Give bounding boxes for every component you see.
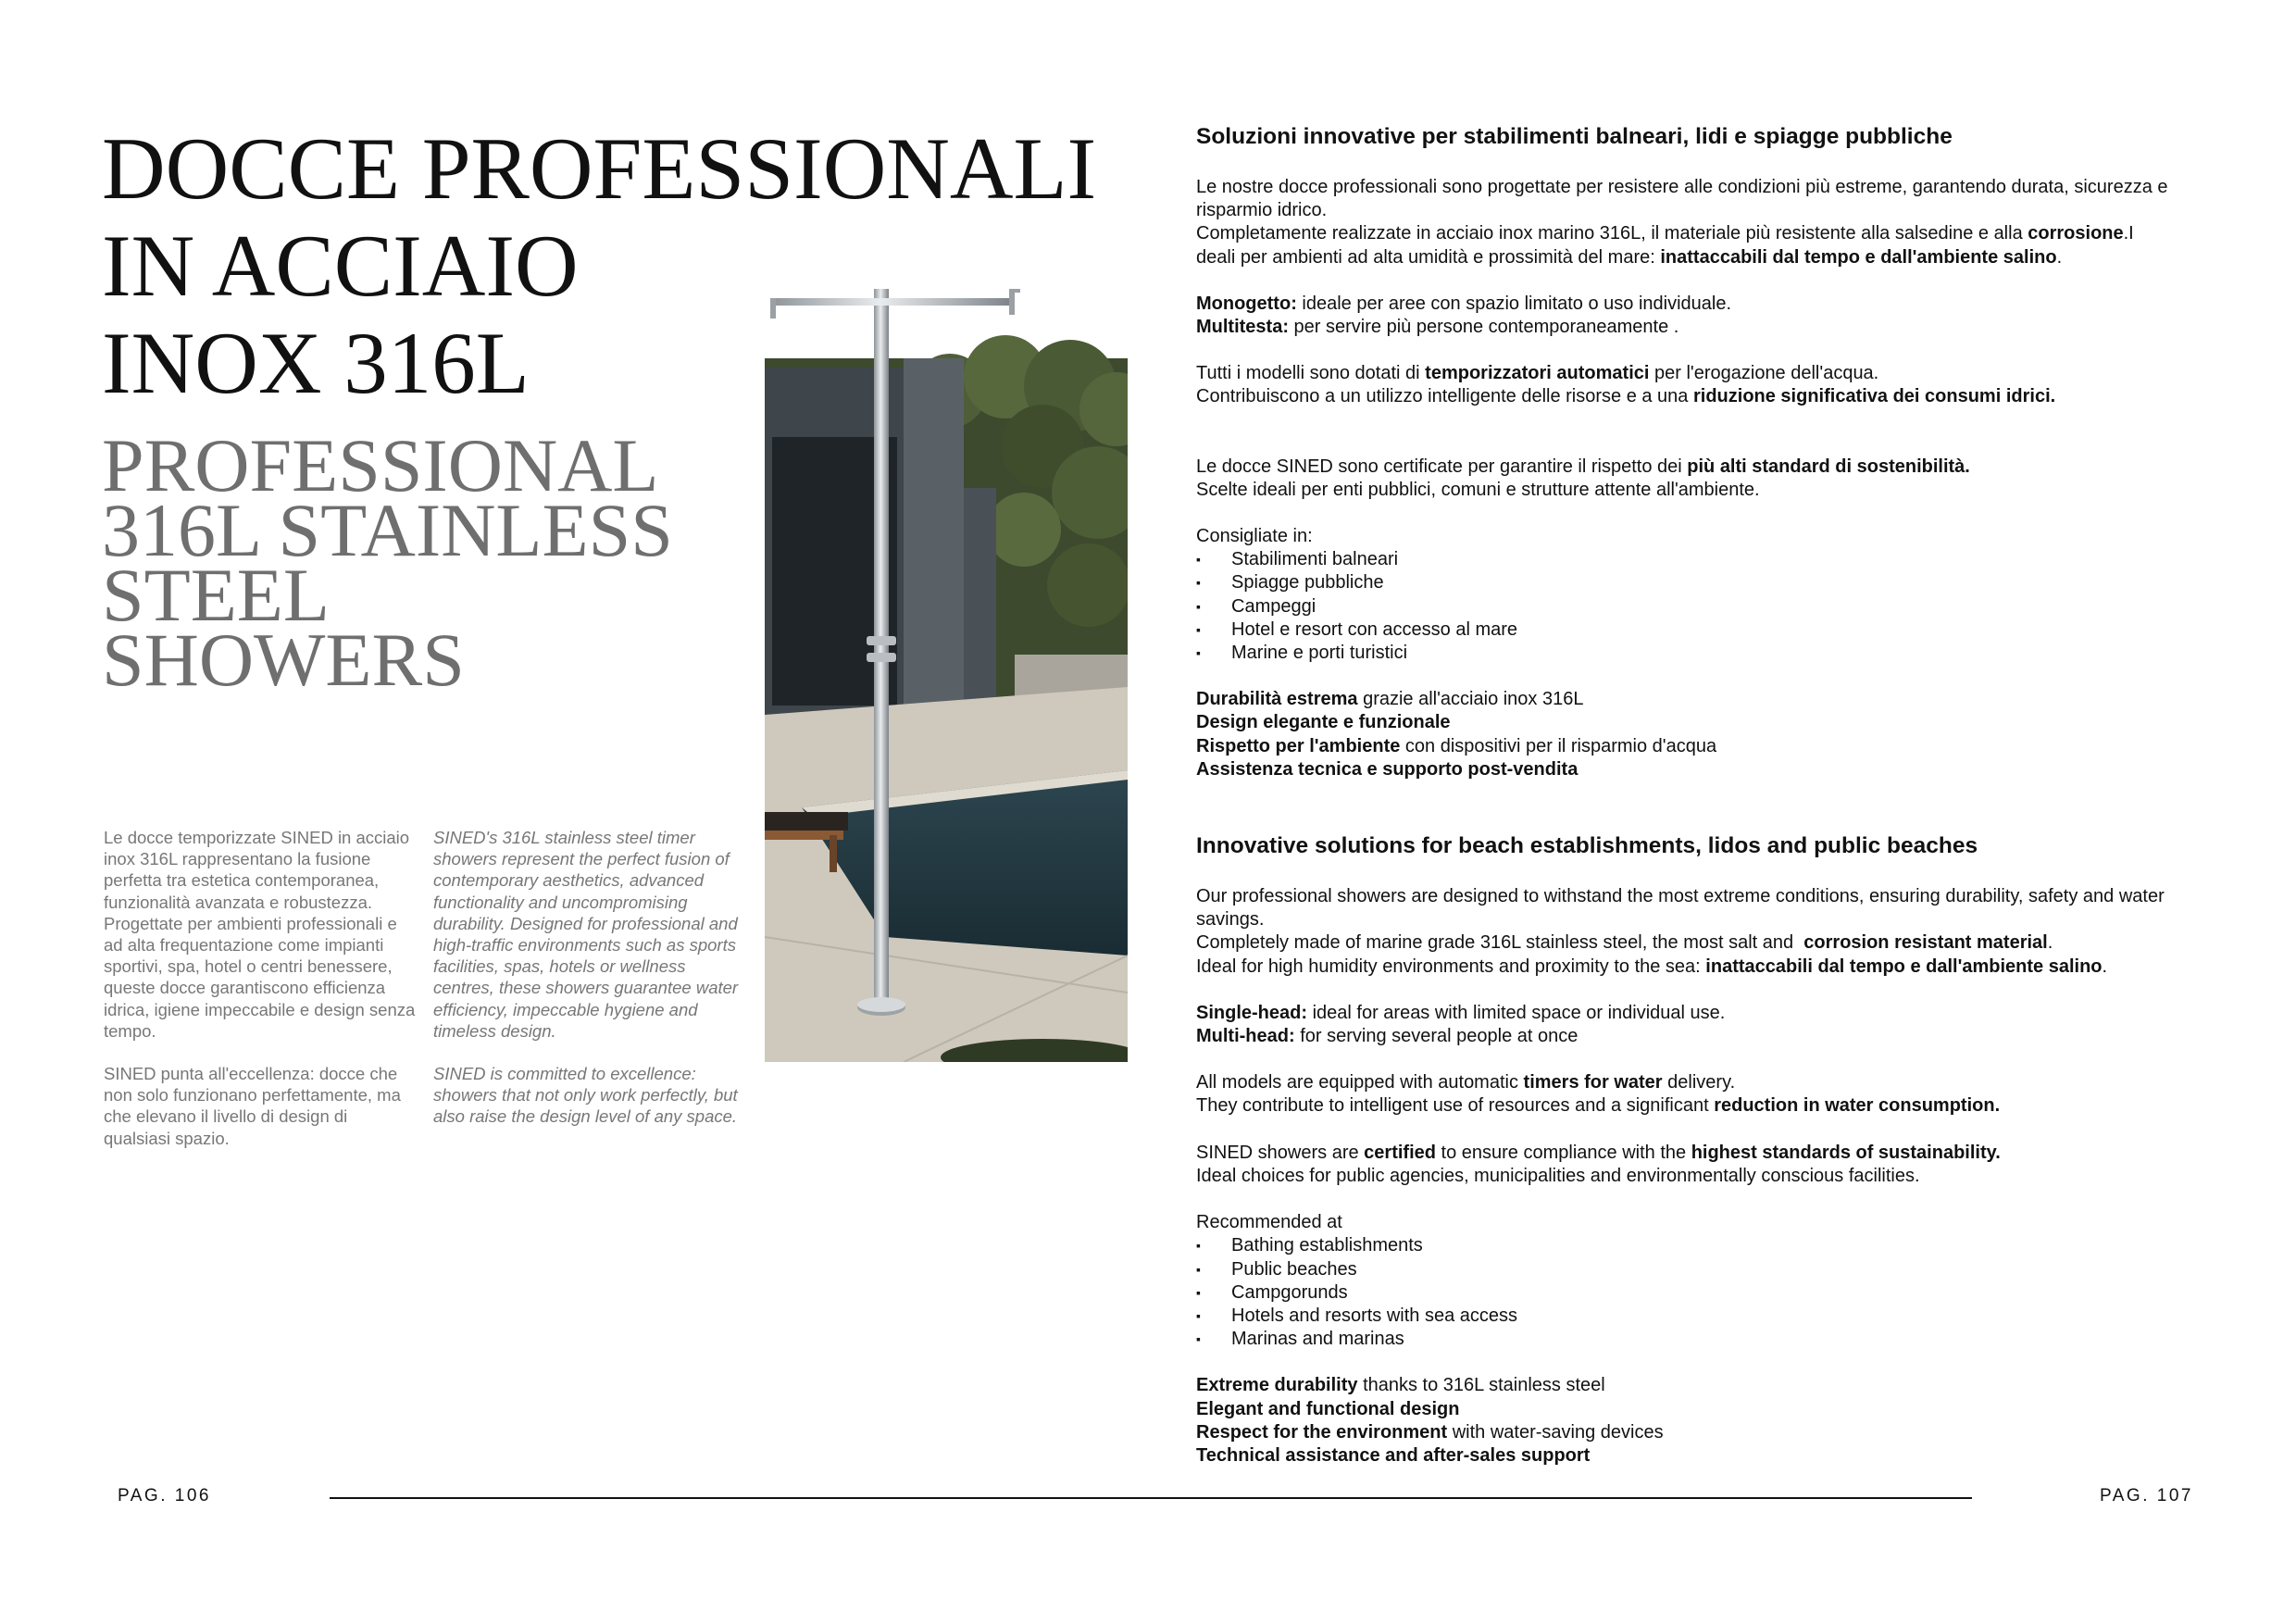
paragraph bbox=[1196, 293, 2224, 316]
feature bbox=[1196, 758, 2224, 781]
list-item: ▪ Hotel e resort con accesso al mare bbox=[1196, 618, 2224, 642]
bold-text: più alti standard di sostenibilità. bbox=[1687, 456, 1970, 477]
text: Contribuiscono a un utilizzo intelligente delle risorse e a una bbox=[1196, 386, 1693, 407]
intro-paragraph: SINED is committed to excellence: showers that not only work perfectly, but also raise the design level of any space. bbox=[433, 1064, 738, 1127]
feature bbox=[1196, 1398, 2224, 1421]
text: Ideal for high humidity environments and proximity to the sea: bbox=[1196, 956, 1706, 977]
feature bbox=[1196, 1374, 2224, 1397]
recommended-list-en bbox=[1196, 1234, 2224, 1351]
text: .I bbox=[2123, 223, 2134, 244]
text: Le docce SINED sono certificate per garantire il rispetto dei bbox=[1196, 456, 1688, 477]
paragraph bbox=[1196, 1002, 2224, 1025]
text: . bbox=[2102, 956, 2108, 977]
title-line: IN ACCIAIO bbox=[102, 217, 579, 315]
bold-text: corrosion resistant material bbox=[1803, 932, 2048, 954]
subtitle-line: STEEL bbox=[102, 553, 330, 637]
title-line: DOCCE PROFESSIONALI bbox=[102, 119, 1097, 218]
intro-paragraph: SINED punta all'eccellenza: docce che non solo funzionano perfettamente, ma che elevano il livello di design di qualsiasi spazio. bbox=[104, 1064, 401, 1148]
bold-text: timers for water bbox=[1523, 1072, 1663, 1093]
paragraph: Ideal choices for public agencies, municipalities and environmentally conscious facilities. bbox=[1196, 1165, 1920, 1186]
paragraph bbox=[1196, 956, 2224, 979]
shower-photo-illustration bbox=[765, 289, 1128, 1062]
subtitle-line: SHOWERS bbox=[102, 618, 465, 702]
footer-divider bbox=[330, 1497, 1972, 1499]
text: thanks to 316L stainless steel bbox=[1357, 1375, 1605, 1396]
bold-text: Durabilità estrema bbox=[1196, 689, 1358, 710]
list-item: ▪ Marine e porti turistici bbox=[1196, 642, 2224, 665]
bold-text: certified bbox=[1364, 1142, 1436, 1163]
feature bbox=[1196, 1444, 2224, 1468]
paragraph bbox=[1196, 1071, 2224, 1094]
text: per servire più persone contemporaneamente . bbox=[1289, 317, 1679, 338]
text: . bbox=[2047, 932, 2053, 954]
list-item: ▪ Public beaches bbox=[1196, 1258, 2224, 1281]
intro-italian bbox=[104, 827, 418, 1170]
list-item: ▪ Campeggi bbox=[1196, 595, 2224, 618]
paragraph bbox=[1196, 246, 2224, 269]
text: Completely made of marine grade 316L stainless steel, the most salt and bbox=[1196, 932, 1804, 954]
bold-text: riduzione significativa dei consumi idrici. bbox=[1692, 386, 2056, 407]
bold-text: Elegant and functional design bbox=[1196, 1398, 1460, 1419]
paragraph: Our professional showers are designed to withstand the most extreme conditions, ensuring durability, safety and water savings. bbox=[1196, 886, 2165, 931]
text: ideale per aree con spazio limitato o uso individuale. bbox=[1296, 293, 1732, 314]
bold-text: Multi-head: bbox=[1196, 1026, 1295, 1047]
description-column bbox=[1196, 120, 2224, 1468]
bold-text: inattaccabili dal tempo e dall'ambiente salino bbox=[1705, 956, 2103, 977]
paragraph bbox=[1196, 1025, 2224, 1048]
text: deali per ambienti ad alta umidità e prossimità del mare: bbox=[1196, 246, 1661, 268]
text: They contribute to intelligent use of resources and a significant bbox=[1196, 1095, 1715, 1117]
bold-text: Monogetto: bbox=[1196, 293, 1297, 314]
bold-text: Extreme durability bbox=[1196, 1375, 1358, 1396]
list-item: ▪ Spiagge pubbliche bbox=[1196, 571, 2224, 594]
bold-text: Assistenza tecnica e supporto post-vendita bbox=[1196, 758, 1578, 780]
paragraph: Scelte ideali per enti pubblici, comuni e strutture attente all'ambiente. bbox=[1196, 479, 1760, 500]
text: grazie all'acciaio inox 316L bbox=[1357, 689, 1584, 710]
bold-text: Single-head: bbox=[1196, 1002, 1308, 1023]
text: for serving several people at once bbox=[1294, 1026, 1578, 1047]
list-item: ▪ Stabilimenti balneari bbox=[1196, 548, 2224, 571]
section-heading-en: Innovative solutions for beach establishments, lidos and public beaches bbox=[1196, 833, 1978, 859]
feature bbox=[1196, 688, 2224, 711]
feature bbox=[1196, 735, 2224, 758]
text: to ensure compliance with the bbox=[1435, 1142, 1691, 1163]
bold-text: reduction in water consumption. bbox=[1714, 1095, 2001, 1117]
subtitle-line: PROFESSIONAL bbox=[102, 423, 659, 507]
intro-paragraph: SINED's 316L stainless steel timer showers represent the perfect fusion of contemporary aesthetics, advanced functionality and uncompromising durability. Designed for professional and high-traffic environments such as sports facilities, spas, hotels or wellness centres, these showers guarantee water efficiency, impeccable hygiene and timeless design. bbox=[433, 828, 739, 1041]
paragraph bbox=[1196, 362, 2224, 385]
page-number-left: PAG. 106 bbox=[118, 1486, 211, 1505]
text: per l'erogazione dell'acqua. bbox=[1649, 363, 1879, 384]
product-photo bbox=[765, 289, 1128, 1062]
paragraph bbox=[1196, 385, 2224, 408]
list-title: Recommended at bbox=[1196, 1212, 1342, 1233]
paragraph bbox=[1196, 1142, 2224, 1165]
paragraph: Le nostre docce professionali sono progettate per resistere alle condizioni più estreme, garantendo durata, sicurezza e risparmio idrico. bbox=[1196, 177, 2168, 221]
paragraph bbox=[1196, 222, 2224, 245]
text: Completamente realizzate in acciaio inox marino 316L, il materiale più resistente alla salsedine e alla bbox=[1196, 223, 2028, 244]
bold-text: Respect for the environment bbox=[1196, 1421, 1448, 1443]
bold-text: corrosione bbox=[2028, 223, 2124, 244]
paragraph bbox=[1196, 316, 2224, 339]
intro-paragraph: Le docce temporizzate SINED in acciaio inox 316L rappresentano la fusione perfetta tra estetica contemporanea, funzionalità avanzata e robustezza. Progettate per ambienti professionali e ad alta frequentazione come impianti sportivi, spa, hotel o centri benessere, queste docce garantiscono efficienza idrica, igiene impeccabile e design senza tempo. bbox=[104, 828, 416, 1041]
title-line: INOX 316L bbox=[102, 314, 530, 412]
bold-text: inattaccabili dal tempo e dall'ambiente salino bbox=[1660, 246, 2057, 268]
text: delivery. bbox=[1662, 1072, 1736, 1093]
text: with water-saving devices bbox=[1447, 1421, 1664, 1443]
bold-text: highest standards of sustainability. bbox=[1691, 1142, 2001, 1163]
bold-text: temporizzatori automatici bbox=[1425, 363, 1650, 384]
paragraph bbox=[1196, 1094, 2224, 1118]
page-subtitle bbox=[102, 423, 673, 702]
bold-text: Technical assistance and after-sales support bbox=[1196, 1444, 1591, 1466]
recommended-list-it bbox=[1196, 548, 2224, 665]
intro-english bbox=[433, 827, 739, 1149]
text: SINED showers are bbox=[1196, 1142, 1365, 1163]
feature bbox=[1196, 711, 2224, 734]
text: All models are equipped with automatic bbox=[1196, 1072, 1524, 1093]
list-item: ▪ Bathing establishments bbox=[1196, 1234, 2224, 1257]
paragraph bbox=[1196, 931, 2224, 955]
section-heading-it: Soluzioni innovative per stabilimenti balneari, lidi e spiagge pubbliche bbox=[1196, 124, 1953, 149]
text: ideal for areas with limited space or individual use. bbox=[1307, 1002, 1726, 1023]
text: Tutti i modelli sono dotati di bbox=[1196, 363, 1426, 384]
list-item: ▪ Hotels and resorts with sea access bbox=[1196, 1305, 2224, 1328]
list-title: Consigliate in: bbox=[1196, 526, 1313, 547]
bold-text: Multitesta: bbox=[1196, 317, 1289, 338]
text: con dispositivi per il risparmio d'acqua bbox=[1400, 735, 1717, 756]
bold-text: Rispetto per l'ambiente bbox=[1196, 735, 1401, 756]
bold-text: Design elegante e funzionale bbox=[1196, 712, 1451, 733]
subtitle-line: 316L STAINLESS bbox=[102, 488, 673, 572]
paragraph bbox=[1196, 456, 2224, 479]
page-number-right: PAG. 107 bbox=[2100, 1486, 2193, 1505]
text: . bbox=[2056, 246, 2063, 268]
feature bbox=[1196, 1421, 2224, 1444]
list-item: ▪ Campgorunds bbox=[1196, 1281, 2224, 1305]
list-item: ▪ Marinas and marinas bbox=[1196, 1328, 2224, 1351]
